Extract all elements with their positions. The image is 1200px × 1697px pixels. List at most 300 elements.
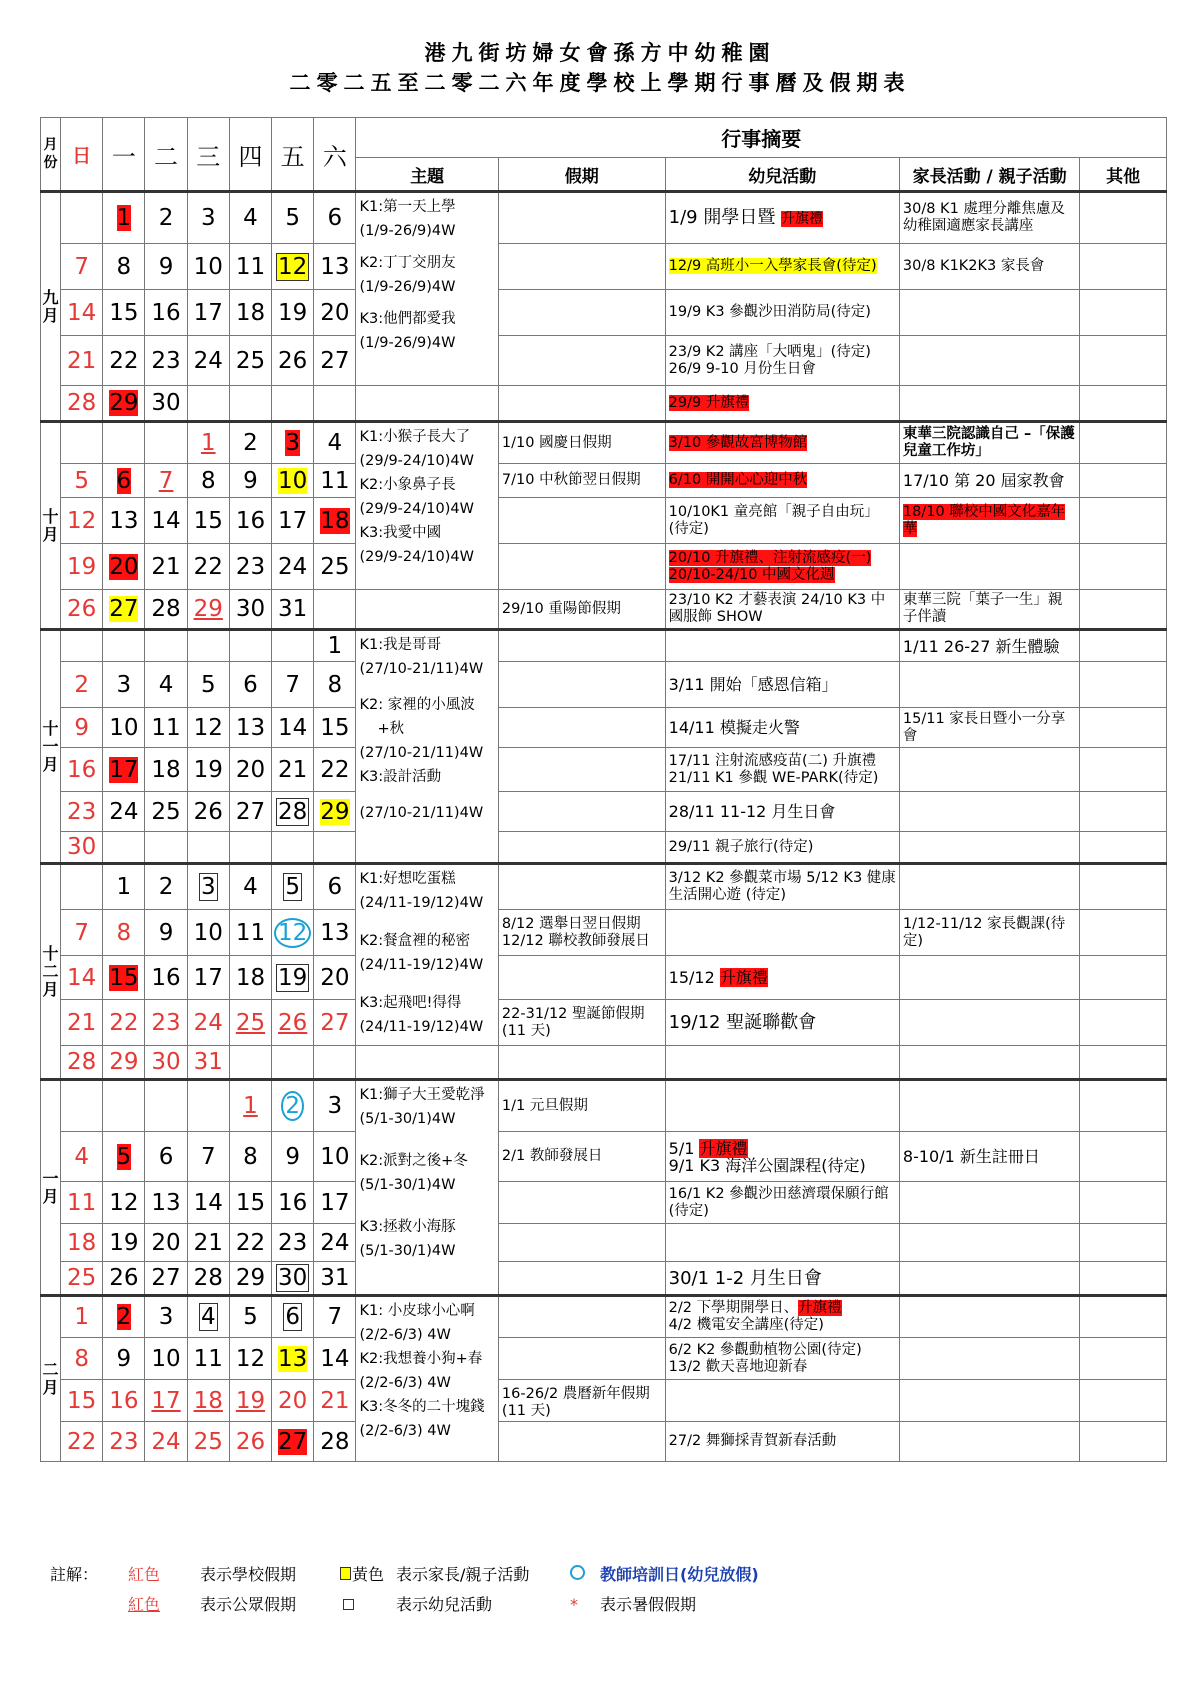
child-activity-cell xyxy=(665,630,899,662)
other-cell xyxy=(1080,708,1167,748)
other-cell xyxy=(1080,290,1167,336)
other-cell xyxy=(1080,192,1167,244)
day-cell: 24 xyxy=(314,1224,356,1262)
day-cell: 18 xyxy=(314,498,356,544)
other-cell xyxy=(1080,422,1167,464)
day-cell: 20 xyxy=(314,956,356,1000)
legend-yellow-desc: 表示家長/親子活動 xyxy=(396,1565,530,1584)
day-cell: 23 xyxy=(145,1000,187,1046)
day-cell: 23 xyxy=(103,1422,145,1462)
day-cell: 29 xyxy=(229,1262,271,1296)
day-cell: 30 xyxy=(145,386,187,422)
other-cell xyxy=(1080,1000,1167,1046)
day-cell: 30 xyxy=(145,1046,187,1080)
day-cell: 26 xyxy=(272,1000,314,1046)
day-cell: 7 xyxy=(145,464,187,498)
day-cell: 14 xyxy=(272,708,314,748)
child-activity-cell: 19/12 聖誕聯歡會 xyxy=(665,1000,899,1046)
holiday-cell: 1/10 國慶日假期 xyxy=(498,422,665,464)
other-cell xyxy=(1080,590,1167,630)
day-cell: 10 xyxy=(272,464,314,498)
holiday-cell xyxy=(498,1182,665,1224)
child-activity-cell: 29/11 親子旅行(待定) xyxy=(665,832,899,864)
child-activity-cell: 19/9 K3 參觀沙田消防局(待定) xyxy=(665,290,899,336)
day-cell: 26 xyxy=(61,590,103,630)
day-cell: 28 xyxy=(61,1046,103,1080)
fri-header: 五 xyxy=(272,118,314,192)
holiday-cell xyxy=(498,1422,665,1462)
day-cell: 2 xyxy=(229,422,271,464)
day-cell: 23 xyxy=(145,336,187,386)
day-cell: 16 xyxy=(272,1182,314,1224)
sun-header: 日 xyxy=(61,118,103,192)
day-cell: 22 xyxy=(103,1000,145,1046)
day-cell: 8 xyxy=(229,1132,271,1182)
day-cell: 23 xyxy=(272,1224,314,1262)
other-cell xyxy=(1080,662,1167,708)
holiday-cell xyxy=(498,290,665,336)
day-cell: 29 xyxy=(103,1046,145,1080)
summary-header: 行事摘要 xyxy=(356,118,1167,158)
day-cell: 2 xyxy=(61,662,103,708)
day-cell: 16 xyxy=(145,290,187,336)
day-cell: 26 xyxy=(187,792,229,832)
day-cell: 7 xyxy=(314,1296,356,1338)
day-cell: 22 xyxy=(229,1224,271,1262)
month-label: 十一月 xyxy=(41,630,61,864)
day-cell xyxy=(61,864,103,910)
parent-activity-cell: 東華三院「葉子一生」親子伴讀 xyxy=(899,590,1079,630)
legend-star: * xyxy=(570,1595,578,1614)
child-activity-cell: 30/1 1-2 月生日會 xyxy=(665,1262,899,1296)
day-cell: 15 xyxy=(229,1182,271,1224)
day-cell: 14 xyxy=(145,498,187,544)
tue-header: 二 xyxy=(145,118,187,192)
day-cell: 22 xyxy=(103,336,145,386)
day-cell: 22 xyxy=(187,544,229,590)
day-cell: 28 xyxy=(272,792,314,832)
day-cell: 13 xyxy=(314,910,356,956)
yellow-square-icon xyxy=(340,1560,351,1590)
day-cell: 3 xyxy=(187,864,229,910)
day-cell: 28 xyxy=(187,1262,229,1296)
day-cell: 17 xyxy=(187,290,229,336)
day-cell: 31 xyxy=(272,590,314,630)
day-cell: 15 xyxy=(103,956,145,1000)
day-cell xyxy=(229,832,271,864)
day-cell: 14 xyxy=(314,1338,356,1380)
day-cell xyxy=(314,1046,356,1080)
child-activity-cell: 23/10 K2 才藝表演 24/10 K3 中國服飾 SHOW xyxy=(665,590,899,630)
parent-activity-cell xyxy=(899,290,1079,336)
other-cell xyxy=(1080,1132,1167,1182)
day-cell: 20 xyxy=(229,748,271,792)
parent-activity-cell xyxy=(899,662,1079,708)
day-cell: 11 xyxy=(229,244,271,290)
thu-header: 四 xyxy=(229,118,271,192)
day-cell xyxy=(229,630,271,662)
day-cell: 12 xyxy=(272,910,314,956)
day-cell: 1 xyxy=(187,422,229,464)
parent-activity-cell: 1/11 26-27 新生體驗 xyxy=(899,630,1079,662)
theme-cell xyxy=(356,386,498,422)
other-cell xyxy=(1080,630,1167,662)
theme-cell: K1:我是哥哥 (27/10-21/11)4W K2: 家裡的小風波 +秋 (27/10-21/11)4W K3:設計活動 (27/10-21/11)4W xyxy=(356,630,498,864)
day-cell: 6 xyxy=(272,1296,314,1338)
day-cell: 13 xyxy=(145,1182,187,1224)
day-cell: 25 xyxy=(187,1422,229,1462)
day-cell xyxy=(187,1080,229,1132)
day-cell: 19 xyxy=(272,956,314,1000)
legend-notes xyxy=(50,1560,1150,1620)
day-cell: 6 xyxy=(103,464,145,498)
day-cell: 3 xyxy=(314,1080,356,1132)
square-icon xyxy=(343,1590,354,1620)
day-cell: 23 xyxy=(61,792,103,832)
day-cell: 18 xyxy=(145,748,187,792)
day-cell xyxy=(314,590,356,630)
day-cell: 14 xyxy=(61,956,103,1000)
other-cell xyxy=(1080,1338,1167,1380)
day-cell: 29 xyxy=(103,386,145,422)
holiday-cell xyxy=(498,544,665,590)
day-cell: 27 xyxy=(314,1000,356,1046)
child-activity-cell: 1/9 開學日暨 升旗禮 xyxy=(665,192,899,244)
parent-activity-cell xyxy=(899,792,1079,832)
day-cell: 8 xyxy=(103,910,145,956)
day-cell: 5 xyxy=(272,864,314,910)
day-cell: 6 xyxy=(314,192,356,244)
day-cell: 4 xyxy=(187,1296,229,1338)
day-cell: 15 xyxy=(187,498,229,544)
holiday-cell xyxy=(498,792,665,832)
day-cell: 11 xyxy=(187,1338,229,1380)
holiday-cell xyxy=(498,864,665,910)
day-cell: 15 xyxy=(103,290,145,336)
month-label: 二月 xyxy=(41,1296,61,1462)
day-cell xyxy=(61,192,103,244)
day-cell: 24 xyxy=(187,1000,229,1046)
other-cell xyxy=(1080,464,1167,498)
other-cell xyxy=(1080,1296,1167,1338)
day-cell: 18 xyxy=(229,956,271,1000)
day-cell: 21 xyxy=(145,544,187,590)
day-cell: 16 xyxy=(103,1380,145,1422)
day-cell: 21 xyxy=(272,748,314,792)
mon-header: 一 xyxy=(103,118,145,192)
day-cell: 20 xyxy=(314,290,356,336)
day-cell: 18 xyxy=(229,290,271,336)
day-cell xyxy=(103,1080,145,1132)
day-cell: 10 xyxy=(103,708,145,748)
day-cell xyxy=(145,832,187,864)
holiday-cell xyxy=(498,498,665,544)
day-cell: 24 xyxy=(103,792,145,832)
day-cell: 4 xyxy=(229,864,271,910)
holiday-cell xyxy=(498,1224,665,1262)
day-cell: 24 xyxy=(272,544,314,590)
child-activity-header: 幼兒活動 xyxy=(665,158,899,192)
day-cell: 20 xyxy=(145,1224,187,1262)
parent-activity-cell xyxy=(899,832,1079,864)
parent-activity-cell xyxy=(899,1262,1079,1296)
day-cell: 24 xyxy=(145,1422,187,1462)
day-cell: 12 xyxy=(187,708,229,748)
parent-activity-cell: 15/11 家長日暨小一分享會 xyxy=(899,708,1079,748)
day-cell: 8 xyxy=(187,464,229,498)
day-cell: 14 xyxy=(61,290,103,336)
other-cell xyxy=(1080,544,1167,590)
day-cell: 24 xyxy=(187,336,229,386)
day-cell: 1 xyxy=(103,864,145,910)
day-cell: 3 xyxy=(272,422,314,464)
child-activity-cell: 16/1 K2 參觀沙田慈濟環保願行館(待定) xyxy=(665,1182,899,1224)
child-activity-cell: 2/2 下學期開學日、升旗禮 4/2 機電安全講座(待定) xyxy=(665,1296,899,1338)
day-cell: 16 xyxy=(229,498,271,544)
other-cell xyxy=(1080,792,1167,832)
day-cell: 9 xyxy=(272,1132,314,1182)
parent-activity-cell xyxy=(899,1046,1079,1080)
day-cell: 27 xyxy=(314,336,356,386)
holiday-cell: 2/1 教師發展日 xyxy=(498,1132,665,1182)
child-activity-cell: 3/11 開始「感恩信箱」 xyxy=(665,662,899,708)
day-cell: 5 xyxy=(272,192,314,244)
day-cell: 26 xyxy=(229,1422,271,1462)
day-cell xyxy=(61,422,103,464)
holiday-cell xyxy=(498,1338,665,1380)
parent-activity-cell: 東華三院認識自己 –「保護兒童工作坊」 xyxy=(899,422,1079,464)
child-activity-cell xyxy=(665,910,899,956)
school-name: 港九街坊婦女會孫方中幼稚園 xyxy=(424,41,776,65)
other-cell xyxy=(1080,910,1167,956)
day-cell: 12 xyxy=(272,244,314,290)
month-label: 一月 xyxy=(41,1080,61,1296)
day-cell xyxy=(272,630,314,662)
holiday-cell xyxy=(498,708,665,748)
legend-red-school: 紅色 xyxy=(128,1565,161,1584)
day-cell: 7 xyxy=(187,1132,229,1182)
day-cell: 25 xyxy=(229,1000,271,1046)
day-cell xyxy=(145,422,187,464)
child-activity-cell: 14/11 模擬走火警 xyxy=(665,708,899,748)
day-cell: 9 xyxy=(229,464,271,498)
day-cell: 6 xyxy=(229,662,271,708)
holiday-cell: 29/10 重陽節假期 xyxy=(498,590,665,630)
child-activity-cell: 12/9 高班小一入學家長會(待定) xyxy=(665,244,899,290)
holiday-cell: 7/10 中秋節翌日假期 xyxy=(498,464,665,498)
day-cell: 12 xyxy=(103,1182,145,1224)
theme-cell: K1: 小皮球小心啊 (2/2-6/3) 4W K2:我想養小狗+春 (2/2-6/3) 4W K3:冬冬的二十塊錢 (2/2-6/3) 4W xyxy=(356,1296,498,1462)
parent-activity-cell: 8-10/1 新生註冊日 xyxy=(899,1132,1079,1182)
holiday-cell xyxy=(498,832,665,864)
holiday-cell xyxy=(498,662,665,708)
day-cell: 4 xyxy=(314,422,356,464)
parent-activity-cell xyxy=(899,1296,1079,1338)
day-cell: 13 xyxy=(103,498,145,544)
day-cell xyxy=(187,630,229,662)
day-cell: 10 xyxy=(314,1132,356,1182)
child-activity-cell: 6/2 K2 參觀動植物公園(待定) 13/2 歡天喜地迎新春 xyxy=(665,1338,899,1380)
holiday-cell xyxy=(498,386,665,422)
day-cell: 2 xyxy=(145,864,187,910)
day-cell: 26 xyxy=(103,1262,145,1296)
other-cell xyxy=(1080,386,1167,422)
page-header xyxy=(0,38,1200,98)
day-cell: 21 xyxy=(61,1000,103,1046)
other-cell xyxy=(1080,956,1167,1000)
theme-cell: K1:小猴子長大了 (29/9-24/10)4W K2:小象鼻子長 (29/9-24/10)4W K3:我愛中國 (29/9-24/10)4W xyxy=(356,422,498,590)
day-cell xyxy=(145,1080,187,1132)
parent-activity-cell xyxy=(899,386,1079,422)
day-cell: 9 xyxy=(103,1338,145,1380)
other-cell xyxy=(1080,1046,1167,1080)
day-cell: 25 xyxy=(61,1262,103,1296)
day-cell: 4 xyxy=(61,1132,103,1182)
day-cell: 10 xyxy=(187,910,229,956)
day-cell: 13 xyxy=(314,244,356,290)
month-label: 十二月 xyxy=(41,864,61,1080)
day-cell: 16 xyxy=(61,748,103,792)
day-cell: 28 xyxy=(61,386,103,422)
holiday-cell xyxy=(498,244,665,290)
day-cell xyxy=(229,386,271,422)
parent-activity-cell xyxy=(899,864,1079,910)
day-cell: 7 xyxy=(61,910,103,956)
child-activity-cell: 15/12 升旗禮 xyxy=(665,956,899,1000)
parent-activity-cell xyxy=(899,336,1079,386)
day-cell: 15 xyxy=(61,1380,103,1422)
parent-activity-cell xyxy=(899,1080,1079,1132)
month-col-header: 月份 xyxy=(41,118,61,192)
holiday-cell xyxy=(498,336,665,386)
other-cell xyxy=(1080,1422,1167,1462)
day-cell: 12 xyxy=(61,498,103,544)
day-cell: 11 xyxy=(61,1182,103,1224)
day-cell xyxy=(103,422,145,464)
day-cell: 10 xyxy=(145,1338,187,1380)
day-cell: 18 xyxy=(187,1380,229,1422)
parent-activity-cell xyxy=(899,1224,1079,1262)
other-cell xyxy=(1080,244,1167,290)
day-cell: 20 xyxy=(272,1380,314,1422)
day-cell xyxy=(61,1080,103,1132)
day-cell: 14 xyxy=(187,1182,229,1224)
day-cell: 9 xyxy=(145,910,187,956)
day-cell: 17 xyxy=(272,498,314,544)
child-activity-cell: 20/10 升旗禮、注射流感疫(一) 20/10-24/10 中國文化週 xyxy=(665,544,899,590)
day-cell: 1 xyxy=(229,1080,271,1132)
day-cell: 27 xyxy=(272,1422,314,1462)
other-cell xyxy=(1080,1262,1167,1296)
holiday-cell xyxy=(498,956,665,1000)
day-cell: 5 xyxy=(229,1296,271,1338)
day-cell: 12 xyxy=(229,1338,271,1380)
other-cell xyxy=(1080,498,1167,544)
day-cell: 11 xyxy=(145,708,187,748)
holiday-cell: 16-26/2 農曆新年假期(11 天) xyxy=(498,1380,665,1422)
child-activity-cell: 27/2 舞獅採青賀新春活動 xyxy=(665,1422,899,1462)
day-cell: 13 xyxy=(272,1338,314,1380)
sat-header: 六 xyxy=(314,118,356,192)
day-cell: 28 xyxy=(314,1422,356,1462)
day-cell: 27 xyxy=(145,1262,187,1296)
holiday-cell xyxy=(498,748,665,792)
day-cell xyxy=(103,832,145,864)
other-cell xyxy=(1080,832,1167,864)
day-cell: 22 xyxy=(314,748,356,792)
day-cell: 28 xyxy=(145,590,187,630)
day-cell: 7 xyxy=(272,662,314,708)
day-cell xyxy=(272,1046,314,1080)
day-cell: 21 xyxy=(61,336,103,386)
parent-activity-cell: 30/8 K1 處理分離焦慮及幼稚園適應家長講座 xyxy=(899,192,1079,244)
day-cell: 9 xyxy=(145,244,187,290)
parent-activity-cell xyxy=(899,956,1079,1000)
day-cell: 1 xyxy=(314,630,356,662)
day-cell: 18 xyxy=(61,1224,103,1262)
notes-label: 註解： xyxy=(50,1565,99,1584)
child-activity-cell: 10/10K1 童亮館「親子自由玩」(待定) xyxy=(665,498,899,544)
day-cell xyxy=(61,630,103,662)
day-cell: 19 xyxy=(272,290,314,336)
day-cell: 6 xyxy=(314,864,356,910)
day-cell: 26 xyxy=(272,336,314,386)
day-cell: 19 xyxy=(187,748,229,792)
holiday-cell xyxy=(498,630,665,662)
child-activity-cell: 6/10 開開心心迎中秋 xyxy=(665,464,899,498)
day-cell: 22 xyxy=(61,1422,103,1462)
day-cell: 31 xyxy=(187,1046,229,1080)
day-cell xyxy=(187,386,229,422)
theme-cell xyxy=(356,590,498,630)
child-activity-cell: 23/9 K2 講座「大哂鬼」(待定) 26/9 9-10 月份生日會 xyxy=(665,336,899,386)
day-cell xyxy=(314,386,356,422)
day-cell: 2 xyxy=(272,1080,314,1132)
day-cell: 8 xyxy=(314,662,356,708)
parent-activity-cell xyxy=(899,1422,1079,1462)
circle-icon xyxy=(570,1560,585,1590)
child-activity-cell: 17/11 注射流感疫苗(二) 升旗禮 21/11 K1 參觀 WE-PARK(待定) xyxy=(665,748,899,792)
day-cell: 27 xyxy=(229,792,271,832)
day-cell: 19 xyxy=(229,1380,271,1422)
day-cell: 4 xyxy=(145,662,187,708)
parent-activity-cell: 30/8 K1K2K3 家長會 xyxy=(899,244,1079,290)
holiday-cell xyxy=(498,1296,665,1338)
day-cell: 5 xyxy=(187,662,229,708)
parent-activity-cell xyxy=(899,1182,1079,1224)
day-cell xyxy=(272,386,314,422)
day-cell: 2 xyxy=(145,192,187,244)
day-cell: 17 xyxy=(314,1182,356,1224)
calendar-title: 二零二五至二零二六年度學校上學期行事曆及假期表 xyxy=(289,71,911,95)
theme-cell: K1:第一天上學 (1/9-26/9)4W K2:丁丁交朋友 (1/9-26/9)4W K3:他們都愛我 (1/9-26/9)4W xyxy=(356,192,498,386)
day-cell xyxy=(314,832,356,864)
parent-activity-cell xyxy=(899,748,1079,792)
wed-header: 三 xyxy=(187,118,229,192)
day-cell: 13 xyxy=(229,708,271,748)
day-cell: 23 xyxy=(229,544,271,590)
other-cell xyxy=(1080,748,1167,792)
day-cell: 8 xyxy=(61,1338,103,1380)
day-cell: 11 xyxy=(314,464,356,498)
legend-teacher: 教師培訓日(幼兒放假) xyxy=(600,1565,759,1584)
day-cell xyxy=(229,1046,271,1080)
day-cell: 20 xyxy=(103,544,145,590)
day-cell xyxy=(187,832,229,864)
day-cell: 21 xyxy=(187,1224,229,1262)
legend-yellow: 黃色 xyxy=(352,1565,385,1584)
day-cell: 1 xyxy=(103,192,145,244)
